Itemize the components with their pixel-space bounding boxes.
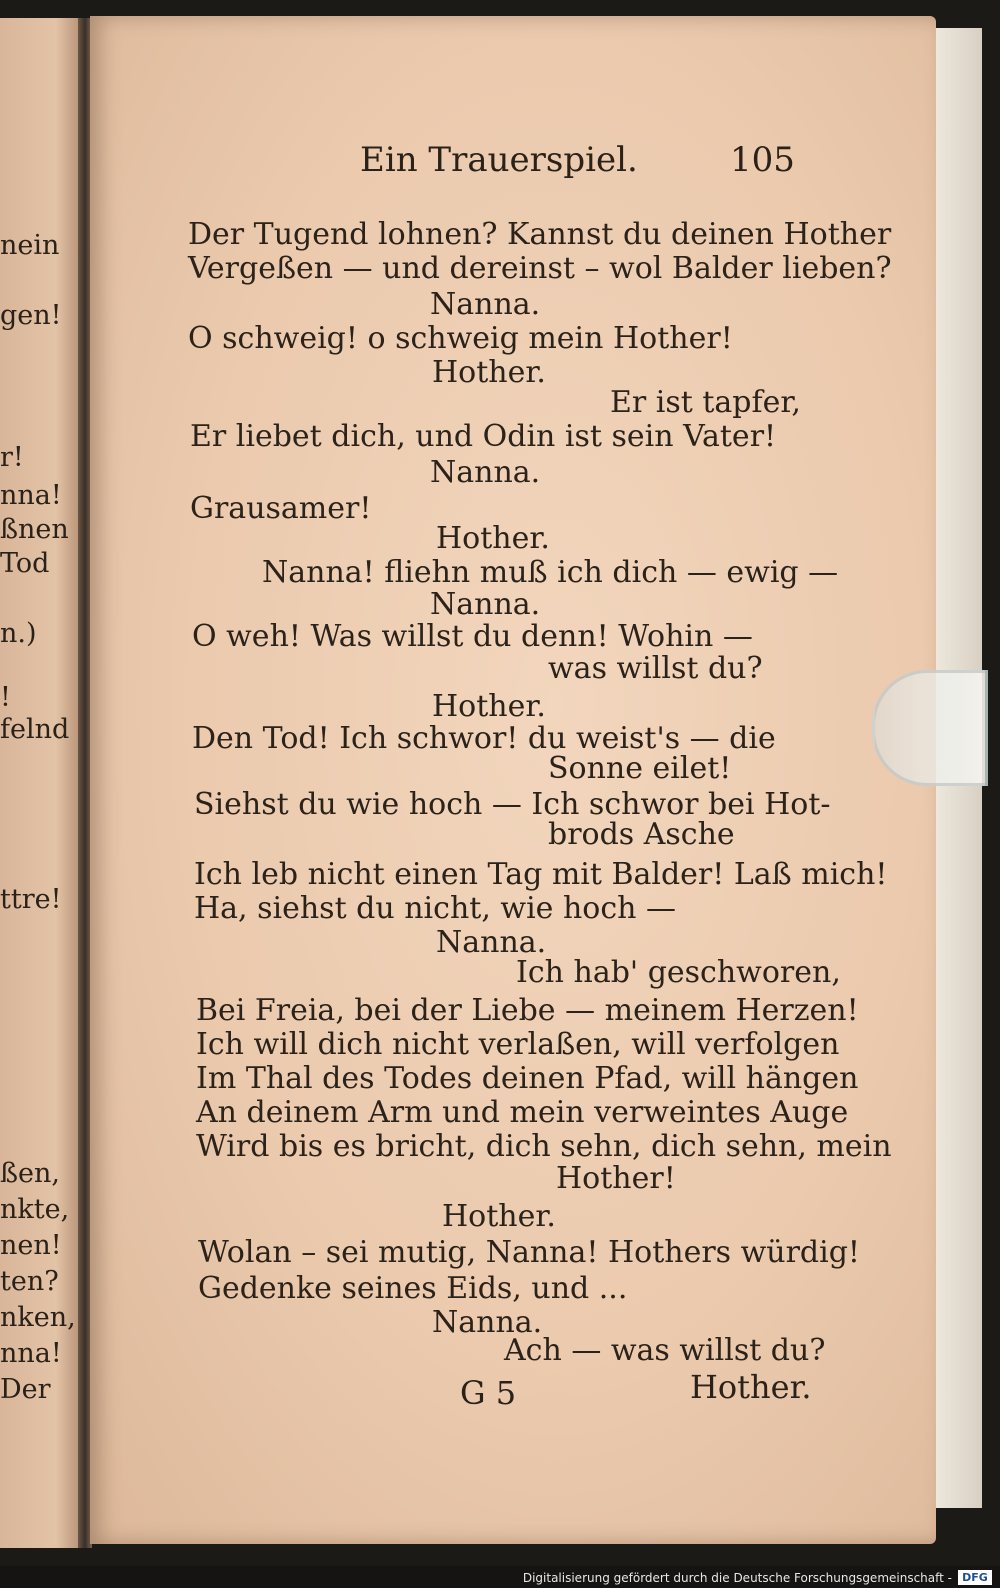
verse-line: Wird bis es bricht, dich sehn, dich sehn, mein	[196, 1129, 892, 1164]
page-clip	[872, 670, 988, 786]
margin-fragment: ßnen	[0, 514, 69, 545]
verse-line: brods Asche	[548, 817, 735, 852]
speaker-name: Nanna.	[430, 287, 541, 322]
speaker-name: Nanna.	[432, 1305, 543, 1340]
speaker-name: Hother.	[436, 521, 550, 556]
verse-line: Gedenke seines Eids, und ...	[198, 1271, 628, 1306]
verse-line: Sonne eilet!	[548, 751, 732, 786]
verse-line: Nanna! fliehn muß ich dich — ewig —	[262, 555, 839, 590]
verse-line: Er liebet dich, und Odin ist sein Vater!	[190, 419, 777, 454]
verse-line: Im Thal des Todes deinen Pfad, will hängen	[196, 1061, 859, 1096]
running-head-title: Ein Trauerspiel.	[360, 140, 638, 180]
margin-fragment: Tod	[0, 548, 50, 579]
margin-fragment: felnd	[0, 714, 70, 745]
verse-line: Ich will dich nicht verlaßen, will verfolgen	[196, 1027, 840, 1062]
margin-fragment: nna!	[0, 480, 62, 511]
dfg-logo: DFG	[958, 1570, 992, 1585]
speaker-name: Hother.	[432, 355, 546, 390]
verse-line: Bei Freia, bei der Liebe — meinem Herzen!	[196, 993, 859, 1028]
catchword: Hother.	[690, 1368, 812, 1406]
margin-fragment: r!	[0, 442, 24, 473]
verse-line: O schweig! o schweig mein Hother!	[188, 321, 733, 356]
margin-fragment: ttre!	[0, 884, 62, 915]
speaker-name: Hother.	[432, 689, 546, 724]
signature-mark: G 5	[460, 1374, 517, 1412]
margin-fragment: gen!	[0, 300, 62, 331]
page-number: 105	[730, 140, 795, 180]
verse-line: Ich leb nicht einen Tag mit Balder! Laß mich!	[194, 857, 888, 892]
speaker-name: Nanna.	[436, 925, 547, 960]
margin-fragment: ßen,	[0, 1158, 60, 1189]
verse-line: Siehst du wie hoch — Ich schwor bei Hot-	[194, 787, 831, 822]
verse-line: Ich hab' geschworen,	[516, 955, 841, 990]
verse-line: Er ist tapfer,	[610, 385, 801, 420]
verse-line: Wolan – sei mutig, Nanna! Hothers würdig!	[198, 1235, 860, 1270]
verse-line: Hother!	[556, 1161, 676, 1196]
left-page-edge	[0, 18, 80, 1548]
speaker-name: Hother.	[442, 1199, 556, 1234]
margin-fragment: ten?	[0, 1266, 59, 1297]
verse-line: Ach — was willst du?	[504, 1333, 826, 1368]
margin-fragment: n.)	[0, 618, 37, 649]
margin-fragment: nen!	[0, 1230, 62, 1261]
margin-fragment: nein	[0, 230, 60, 261]
verse-line: Den Tod! Ich schwor! du weist's — die	[192, 721, 776, 756]
margin-fragment: Der	[0, 1374, 51, 1405]
speaker-name: Nanna.	[430, 587, 541, 622]
digitization-credit: Digitalisierung gefördert durch die Deutsche Forschungsgemeinschaft -	[522, 1571, 952, 1585]
verse-line: Vergeßen — und dereinst – wol Balder lieben?	[188, 251, 892, 286]
margin-fragment: nkte,	[0, 1194, 70, 1225]
credit-bar	[0, 1566, 1000, 1588]
verse-line: Ha, siehst du nicht, wie hoch —	[194, 891, 677, 926]
verse-line: An deinem Arm und mein verweintes Auge	[196, 1095, 849, 1130]
verse-line: was willst du?	[548, 651, 763, 686]
verse-line: O weh! Was willst du denn! Wohin —	[192, 619, 753, 654]
speaker-name: Nanna.	[430, 455, 541, 490]
verse-line: Der Tugend lohnen? Kannst du deinen Hother	[188, 217, 892, 252]
margin-fragment: !	[0, 682, 11, 713]
margin-fragment: nna!	[0, 1338, 62, 1369]
verse-line: Grausamer!	[190, 491, 372, 526]
margin-fragment: nken,	[0, 1302, 76, 1333]
